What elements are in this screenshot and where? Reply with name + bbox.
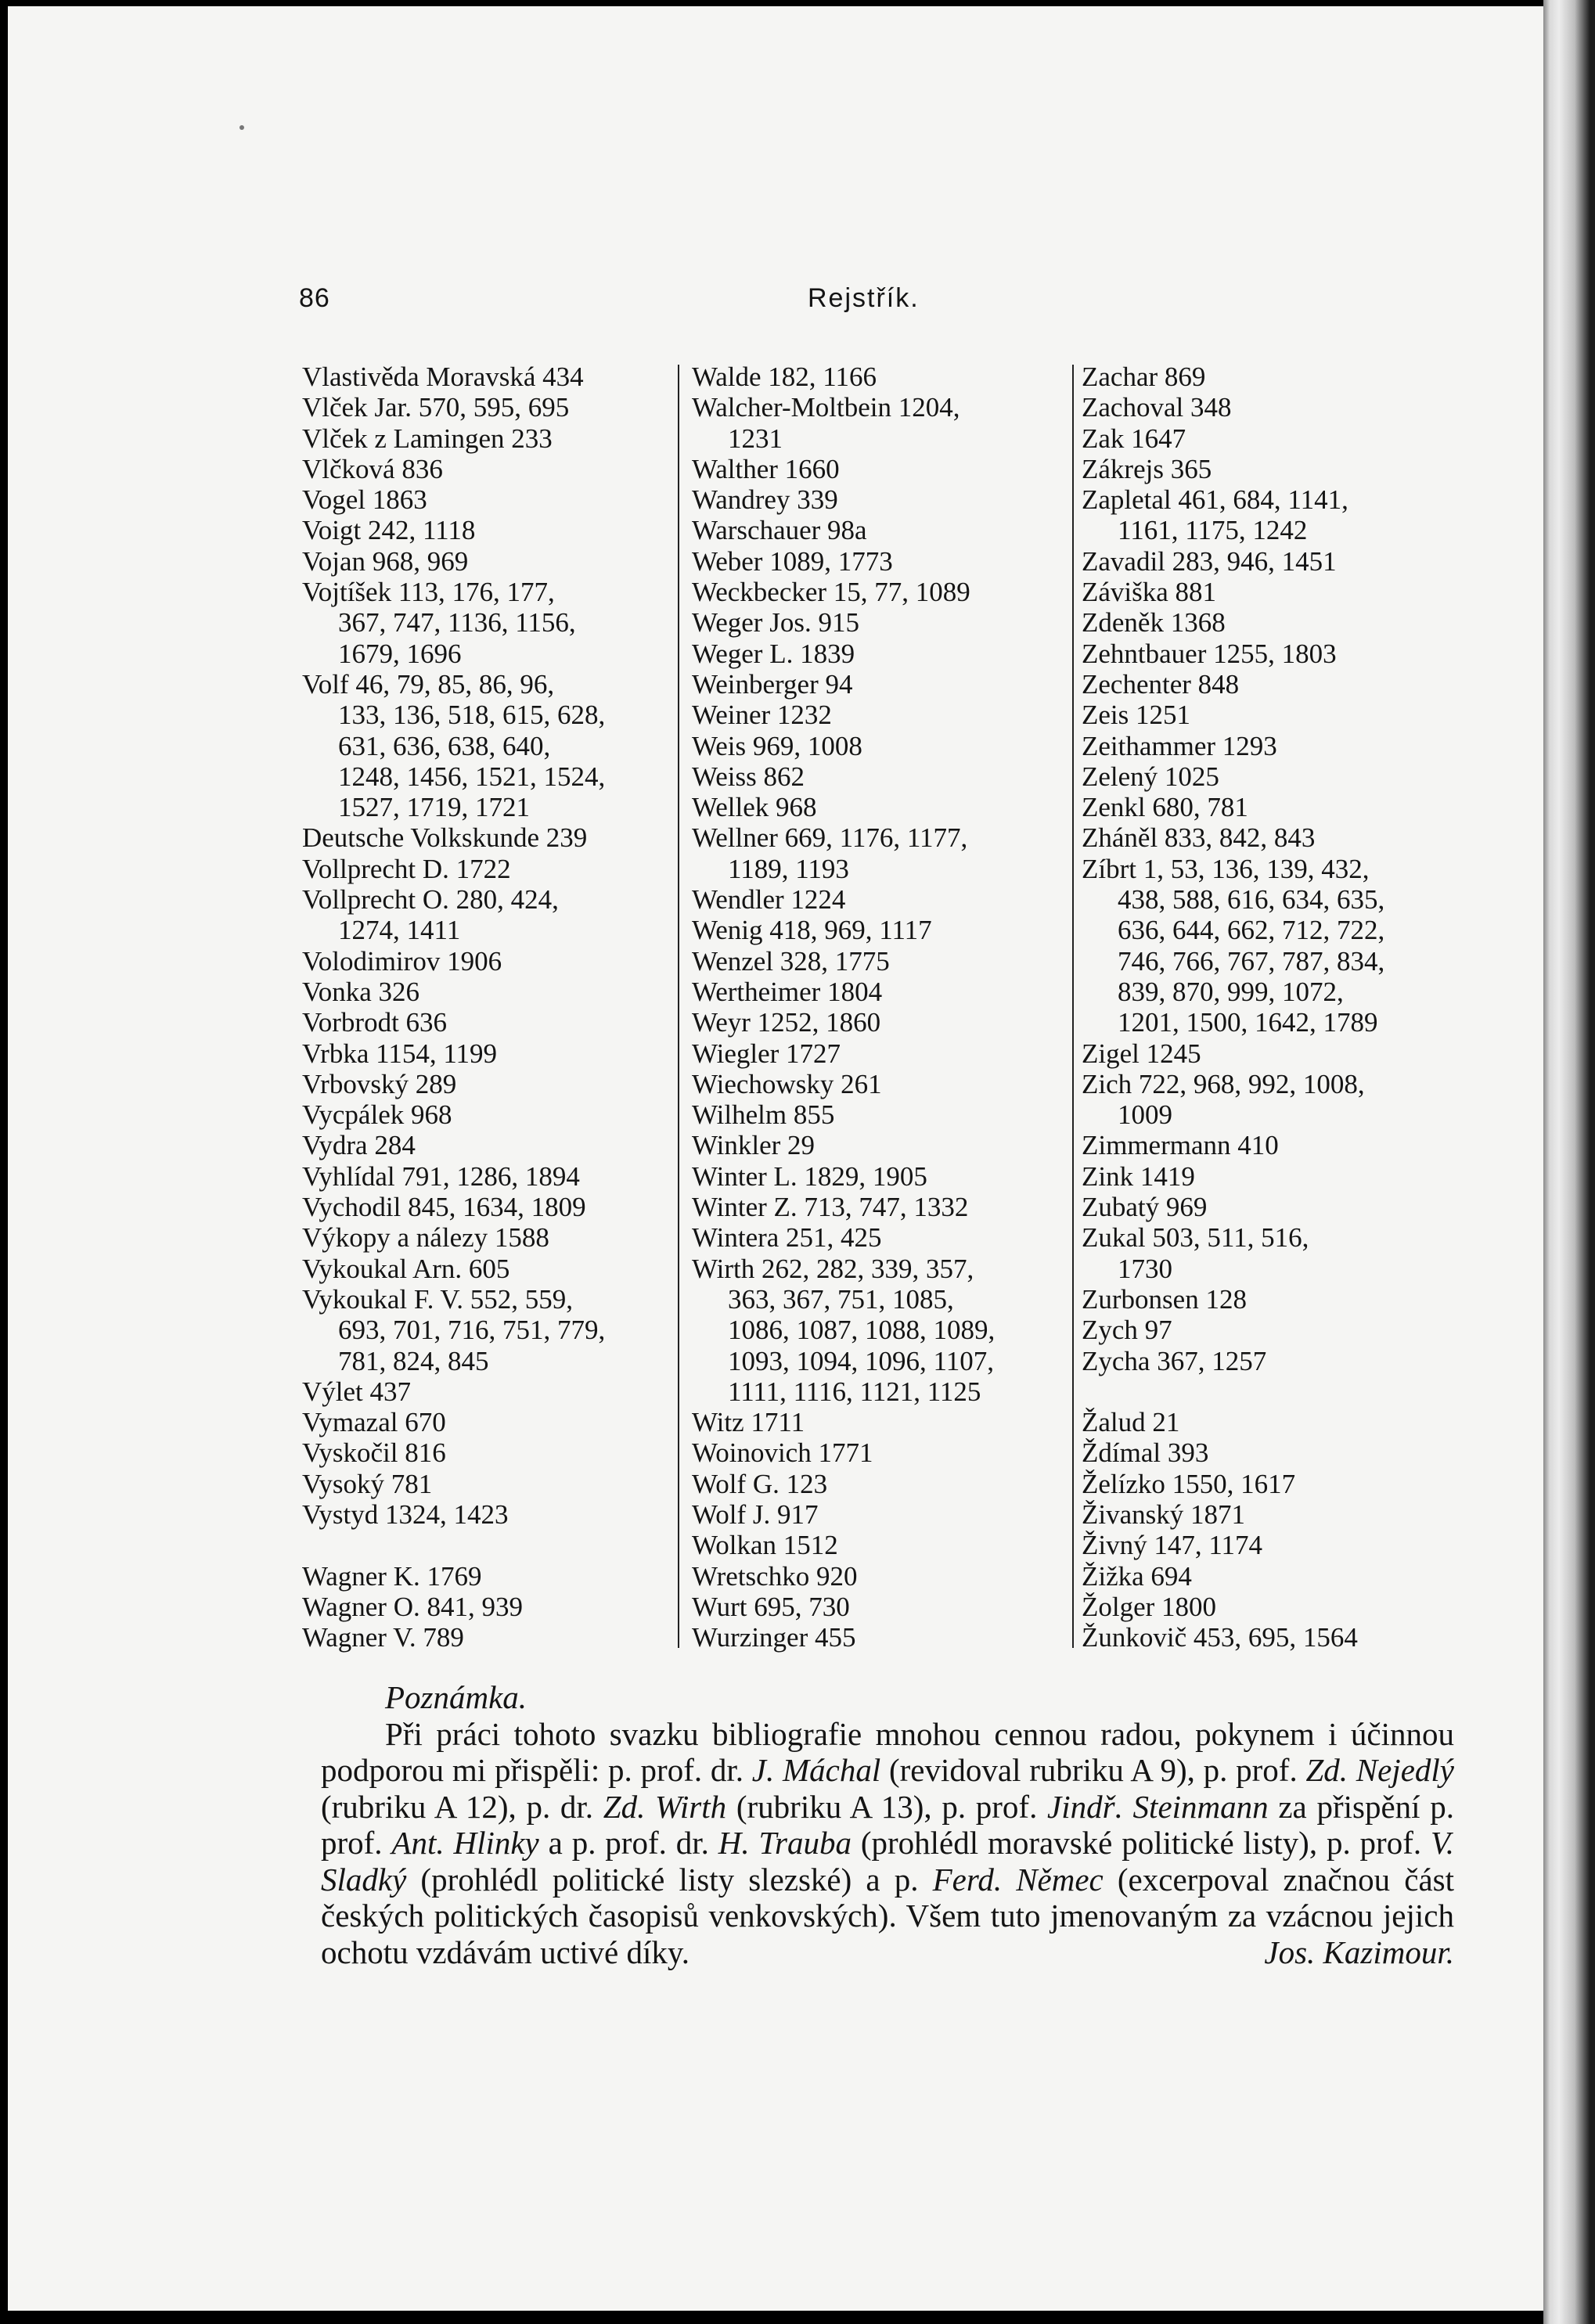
index-entry: Weiner 1232 bbox=[692, 700, 832, 731]
index-entry: Zdeněk 1368 bbox=[1082, 607, 1226, 639]
note-person: Ferd. Němec bbox=[932, 1861, 1104, 1898]
index-entry-continuation: 1679, 1696 bbox=[338, 638, 462, 669]
index-entry: Wendler 1224 bbox=[692, 884, 846, 916]
index-column-3 bbox=[1082, 362, 1473, 1653]
index-entry: Wandrey 339 bbox=[692, 484, 838, 516]
index-entry-continuation: 781, 824, 845 bbox=[338, 1345, 489, 1376]
index-entry: Zich 722, 968, 992, 1008, bbox=[1082, 1068, 1365, 1099]
index-entry: Zubatý 969 bbox=[1082, 1192, 1208, 1223]
index-entry: Volf 46, 79, 85, 86, 96, bbox=[302, 668, 555, 700]
index-entry: Vollprecht O. 280, 424, bbox=[302, 884, 559, 916]
index-entry: Deutsche Volkskunde 239 bbox=[302, 822, 588, 854]
index-entry: Wenzel 328, 1775 bbox=[692, 945, 890, 977]
index-entry-continuation: 133, 136, 518, 615, 628, bbox=[338, 700, 606, 731]
section-gap bbox=[302, 1530, 678, 1560]
index-entry: Zavadil 283, 946, 1451 bbox=[1082, 545, 1337, 577]
index-entry-continuation: 1086, 1087, 1088, 1089, bbox=[728, 1315, 996, 1346]
index-entry-continuation: 438, 588, 616, 634, 635, bbox=[1118, 884, 1385, 916]
note-signature: Jos. Kazimour. bbox=[1264, 1934, 1454, 1970]
note-title: Poznámka. bbox=[385, 1679, 527, 1715]
index-entry: Výlet 437 bbox=[302, 1376, 412, 1407]
index-entry-continuation: 1231 bbox=[728, 423, 783, 454]
column-divider bbox=[678, 365, 679, 1648]
index-entry: Wretschko 920 bbox=[692, 1560, 858, 1592]
note-text: (prohlédl politické listy slezské) a p. bbox=[406, 1861, 933, 1898]
index-entry: Wintera 251, 425 bbox=[692, 1222, 882, 1254]
index-entry: Zak 1647 bbox=[1082, 423, 1186, 454]
note-person: H. Trauba bbox=[718, 1825, 852, 1861]
index-entry: Wolf G. 123 bbox=[692, 1468, 828, 1499]
index-entry: Wurt 695, 730 bbox=[692, 1591, 850, 1622]
index-entry: Weinberger 94 bbox=[692, 668, 853, 700]
index-entry: Walther 1660 bbox=[692, 453, 840, 484]
note-person: Zd. Wirth bbox=[603, 1788, 727, 1825]
index-entry: Živný 147, 1174 bbox=[1082, 1530, 1263, 1561]
index-entry-continuation: 1093, 1094, 1096, 1107, bbox=[728, 1345, 994, 1376]
index-entry: Vlčková 836 bbox=[302, 453, 443, 484]
index-entry: Vymazal 670 bbox=[302, 1407, 446, 1438]
page-number: 86 bbox=[299, 283, 330, 313]
index-entry: Želízko 1550, 1617 bbox=[1082, 1468, 1296, 1499]
note-text: (rubriku A 13), p. prof. bbox=[726, 1788, 1048, 1825]
index-entry: Wolf J. 917 bbox=[692, 1498, 819, 1530]
index-entry-continuation: 631, 636, 638, 640, bbox=[338, 730, 551, 761]
index-entry: Žalud 21 bbox=[1082, 1407, 1180, 1438]
index-entry: Wagner V. 789 bbox=[302, 1622, 464, 1653]
index-entry-continuation: 636, 644, 662, 712, 722, bbox=[1118, 915, 1385, 946]
index-entry: Zukal 503, 511, 516, bbox=[1082, 1222, 1309, 1254]
index-entry-continuation: 1527, 1719, 1721 bbox=[338, 792, 530, 823]
index-entry-continuation: 693, 701, 716, 751, 779, bbox=[338, 1315, 606, 1346]
index-entry: Walcher-Moltbein 1204, bbox=[692, 392, 960, 423]
note-person: V. Sladký bbox=[321, 1825, 1454, 1898]
index-entry: Zeithammer 1293 bbox=[1082, 730, 1277, 761]
index-entry: Wenig 418, 969, 1117 bbox=[692, 915, 932, 946]
index-entry: Weger Jos. 915 bbox=[692, 607, 859, 639]
index-entry-continuation: 746, 766, 767, 787, 834, bbox=[1118, 945, 1385, 977]
index-entry: Vlastivěda Moravská 434 bbox=[302, 362, 584, 392]
note-text: za přispění p. prof. bbox=[321, 1788, 1454, 1861]
index-entry: Zehntbauer 1255, 1803 bbox=[1082, 638, 1337, 669]
index-entry: Živanský 1871 bbox=[1082, 1498, 1246, 1530]
index-entry: Vollprecht D. 1722 bbox=[302, 853, 511, 884]
index-entry-continuation: 363, 367, 751, 1085, bbox=[728, 1283, 954, 1315]
index-entry: Vyskočil 816 bbox=[302, 1437, 446, 1469]
index-entry: Vykoukal F. V. 552, 559, bbox=[302, 1283, 573, 1315]
index-entry: Weyr 1252, 1860 bbox=[692, 1007, 881, 1038]
index-entry: Zachoval 348 bbox=[1082, 392, 1232, 423]
index-entry: Warschauer 98a bbox=[692, 515, 867, 546]
index-entry: Vrbka 1154, 1199 bbox=[302, 1038, 498, 1069]
note-text: (prohlédl moravské politické listy), p. prof. bbox=[851, 1825, 1431, 1861]
index-entry: Wiegler 1727 bbox=[692, 1038, 841, 1069]
index-entry: Zink 1419 bbox=[1082, 1160, 1195, 1192]
index-entry: Wolkan 1512 bbox=[692, 1530, 838, 1561]
running-head: Rejstřík. bbox=[808, 283, 920, 313]
speck-mark bbox=[239, 125, 244, 130]
index-entry: Zákrejs 365 bbox=[1082, 453, 1212, 484]
index-column-2 bbox=[692, 362, 1072, 1653]
index-entry: Zycha 367, 1257 bbox=[1082, 1345, 1267, 1376]
index-entry: Ždímal 393 bbox=[1082, 1437, 1209, 1469]
index-entry: Zapletal 461, 684, 1141, bbox=[1082, 484, 1348, 516]
note-text: a p. prof. dr. bbox=[538, 1825, 718, 1861]
index-entry: Vystyd 1324, 1423 bbox=[302, 1498, 509, 1530]
index-entry: Vrbovský 289 bbox=[302, 1068, 457, 1099]
index-entry: Vlček Jar. 570, 595, 695 bbox=[302, 392, 570, 423]
index-entry: Vykoukal Arn. 605 bbox=[302, 1253, 510, 1284]
note-person: J. Máchal bbox=[751, 1752, 881, 1788]
index-entry: Wertheimer 1804 bbox=[692, 976, 883, 1007]
index-entry: Vorbrodt 636 bbox=[302, 1007, 448, 1038]
index-entry: Zháněl 833, 842, 843 bbox=[1082, 822, 1316, 854]
index-entry: Vydra 284 bbox=[302, 1130, 416, 1161]
index-entry-continuation: 839, 870, 999, 1072, bbox=[1118, 976, 1344, 1007]
index-entry: Zechenter 848 bbox=[1082, 668, 1240, 700]
index-entry: Zachar 869 bbox=[1082, 362, 1206, 392]
index-entry-continuation: 1189, 1193 bbox=[728, 853, 849, 884]
index-entry-continuation: 367, 747, 1136, 1156, bbox=[338, 607, 576, 639]
index-entry: Walde 182, 1166 bbox=[692, 362, 877, 392]
note-person: Ant. Hlinky bbox=[391, 1825, 539, 1861]
index-entry: Zenkl 680, 781 bbox=[1082, 792, 1248, 823]
index-entry: Wellner 669, 1176, 1177, bbox=[692, 822, 968, 854]
note-text: Při práci tohoto svazku bibliografie mnohou cennou radou, pokynem i účinnou podporou mi přispěli: p. prof. dr. bbox=[321, 1715, 1454, 1788]
note-text: (rubriku A 12), p. dr. bbox=[321, 1788, 603, 1825]
index-entry: Vonka 326 bbox=[302, 976, 420, 1007]
index-entry-continuation: 1161, 1175, 1242 bbox=[1118, 515, 1308, 546]
index-entry: Zelený 1025 bbox=[1082, 761, 1219, 792]
index-entry: Žižka 694 bbox=[1082, 1560, 1192, 1592]
index-entry: Vysoký 781 bbox=[302, 1468, 433, 1499]
index-entry-continuation: 1009 bbox=[1118, 1099, 1172, 1131]
index-entry: Žolger 1800 bbox=[1082, 1591, 1217, 1622]
index-entry: Witz 1711 bbox=[692, 1407, 805, 1438]
index-entry: Zigel 1245 bbox=[1082, 1038, 1201, 1069]
index-entry: Wellek 968 bbox=[692, 792, 817, 823]
index-entry: Wirth 262, 282, 339, 357, bbox=[692, 1253, 974, 1284]
index-entry: Woinovich 1771 bbox=[692, 1437, 873, 1469]
note-person: Zd. Nejedlý bbox=[1305, 1752, 1454, 1788]
index-entry: Zeis 1251 bbox=[1082, 700, 1191, 731]
index-entry: Winter L. 1829, 1905 bbox=[692, 1160, 927, 1192]
editorial-note bbox=[321, 1679, 1454, 1970]
section-gap bbox=[1082, 1376, 1473, 1407]
index-entry: Vojan 968, 969 bbox=[302, 545, 469, 577]
index-entry: Winter Z. 713, 747, 1332 bbox=[692, 1192, 969, 1223]
index-entry: Voigt 242, 1118 bbox=[302, 515, 476, 546]
index-entry: Vogel 1863 bbox=[302, 484, 427, 516]
index-entry: Zurbonsen 128 bbox=[1082, 1283, 1247, 1315]
index-entry: Vojtíšek 113, 176, 177, bbox=[302, 577, 555, 608]
index-entry: Weber 1089, 1773 bbox=[692, 545, 893, 577]
index-entry: Weiss 862 bbox=[692, 761, 805, 792]
index-entry: Výkopy a nálezy 1588 bbox=[302, 1222, 549, 1254]
index-entry: Winkler 29 bbox=[692, 1130, 816, 1161]
index-entry: Weger L. 1839 bbox=[692, 638, 855, 669]
index-column-1 bbox=[302, 362, 678, 1653]
note-text: (revidoval rubriku A 9), p. prof. bbox=[880, 1752, 1306, 1788]
index-entry: Vyhlídal 791, 1286, 1894 bbox=[302, 1160, 580, 1192]
index-entry: Vlček z Lamingen 233 bbox=[302, 423, 553, 454]
index-entry: Zimmermann 410 bbox=[1082, 1130, 1279, 1161]
index-entry-continuation: 1111, 1116, 1121, 1125 bbox=[728, 1376, 981, 1407]
index-entry: Zych 97 bbox=[1082, 1315, 1172, 1346]
index-entry-continuation: 1730 bbox=[1118, 1253, 1172, 1284]
index-entry: Weis 969, 1008 bbox=[692, 730, 862, 761]
index-entry: Zíbrt 1, 53, 136, 139, 432, bbox=[1082, 853, 1370, 884]
page-edge bbox=[1543, 0, 1595, 2324]
index-entry: Záviška 881 bbox=[1082, 577, 1217, 608]
note-person: Jindř. Steinmann bbox=[1047, 1788, 1269, 1825]
index-entry: Vycpálek 968 bbox=[302, 1099, 452, 1131]
index-entry-continuation: 1201, 1500, 1642, 1789 bbox=[1118, 1007, 1378, 1038]
index-entry: Volodimirov 1906 bbox=[302, 945, 502, 977]
column-divider bbox=[1072, 365, 1074, 1648]
index-entry: Žunkovič 453, 695, 1564 bbox=[1082, 1622, 1358, 1653]
index-entry: Wagner O. 841, 939 bbox=[302, 1591, 523, 1622]
index-entry-continuation: 1274, 1411 bbox=[338, 915, 461, 946]
index-entry: Wagner K. 1769 bbox=[302, 1560, 482, 1592]
index-entry-continuation: 1248, 1456, 1521, 1524, bbox=[338, 761, 606, 792]
index-entry: Wiechowsky 261 bbox=[692, 1068, 882, 1099]
note-body bbox=[321, 1716, 1454, 1971]
index-entry: Vychodil 845, 1634, 1809 bbox=[302, 1192, 586, 1223]
note-text: (excerpoval značnou část českých politických časopisů venkovských). Všem tuto jmenovaným za vzácnou jejich ochotu vzdávám uctivé díky. bbox=[321, 1861, 1455, 1970]
index-entry: Weckbecker 15, 77, 1089 bbox=[692, 577, 970, 608]
index-entry: Wilhelm 855 bbox=[692, 1099, 835, 1131]
index-entry: Wurzinger 455 bbox=[692, 1622, 856, 1653]
